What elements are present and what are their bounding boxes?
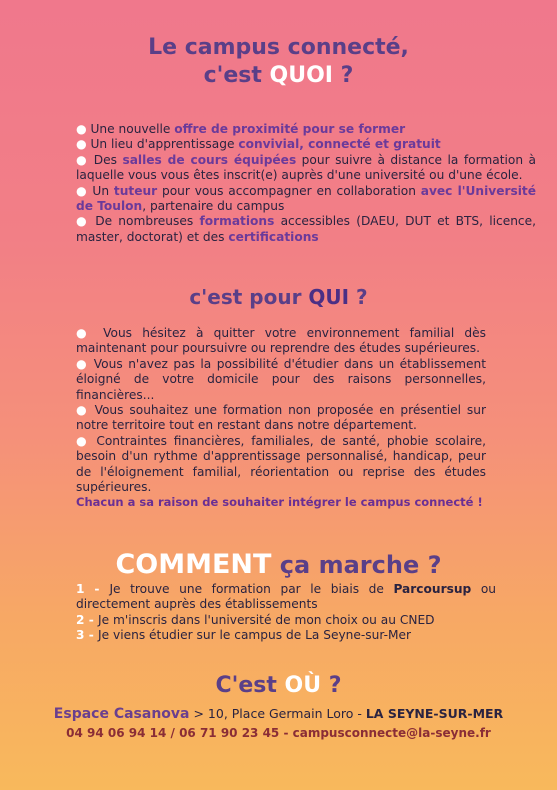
qui-tagline: Chacun a sa raison de souhaiter intégrer le campus connecté ! (76, 495, 483, 510)
bullet-icon: ● (76, 433, 90, 448)
bullet-icon: ● (76, 183, 88, 198)
step-item: 3 - Je viens étudier sur le campus de La Seyne-sur-Mer (76, 628, 412, 643)
list-item: ● Vous n'avez pas la possibilité d'étudier dans un établissement éloigné de votre domicile pour des raisons personnelles, financières... (76, 356, 486, 402)
quoi-title-emphasis: QUOI (269, 62, 333, 88)
qui-list (76, 326, 486, 511)
address-line: Espace Casanova > 10, Place Germain Loro - LA SEYNE-SUR-MER (53, 706, 504, 722)
quoi-title-line2: c'est QUOI ? (203, 62, 354, 88)
city-name: LA SEYNE-SUR-MER (365, 706, 504, 721)
bullet-icon: ● (76, 214, 89, 229)
bullet-icon: ● (76, 137, 87, 152)
comment-steps (76, 582, 496, 644)
venue-name: Espace Casanova (53, 706, 190, 722)
quoi-heading (0, 34, 557, 89)
step-number: 3 (76, 628, 85, 643)
list-item: ● De nombreuses formations accessibles (DAEU, DUT et BTS, licence, master, doctorat) et des certifications (76, 214, 536, 244)
comment-title-emphasis: COMMENT (115, 549, 272, 580)
list-item: ● Une nouvelle offre de proximité pour se former (76, 122, 406, 136)
quoi-list (76, 122, 536, 245)
step-item: 1 - Je trouve une formation par le biais de Parcoursup ou directement auprès des établissements (76, 582, 496, 612)
ou-title-emphasis: OÙ (284, 673, 322, 698)
phones-email: 04 94 06 94 14 / 06 71 90 23 45 - campusconnecte@la-seyne.fr (66, 726, 491, 740)
qui-title-emphasis: QUI (308, 285, 350, 309)
list-item: ● Vous hésitez à quitter votre environnement familial dès maintenant pour poursuivre ou reprendre des études supérieures. (76, 326, 486, 356)
list-item: ● Contraintes financières, familiales, de santé, phobie scolaire, besoin d'un rythme d'apprentissage personnalisé, handicap, peur de l'éloignement familial, réorientation ou reprise des études supérieures. (76, 433, 486, 495)
contact-line (0, 726, 557, 740)
bullet-icon: ● (76, 326, 93, 340)
step-number: 1 (76, 582, 85, 596)
list-item: ● Un tuteur pour vous accompagner en collaboration avec l'Université de Toulon, partenaire du campus (76, 183, 536, 214)
bullet-icon: ● (76, 356, 89, 371)
step-item: 2 - Je m'inscris dans l'université de mon choix ou au CNED (76, 612, 435, 627)
bullet-icon: ● (76, 403, 89, 418)
list-item: ● Des salles de cours équipées pour suivre à distance la formation à laquelle vous vous êtes inscrit(e) auprès d'une université ou d'une école. (76, 152, 537, 183)
qui-heading: c'est pour QUI ? (189, 285, 368, 309)
bullet-icon: ● (76, 122, 87, 136)
step-number: 2 (76, 612, 85, 627)
list-item: ● Un lieu d'apprentissage convivial, connecté et gratuit (76, 137, 441, 152)
ou-heading: C'est OÙ ? (215, 673, 342, 698)
bullet-icon: ● (76, 152, 89, 167)
quoi-title-line1: Le campus connecté, (148, 35, 409, 60)
list-item: ● Vous souhaitez une formation non proposée en présentiel sur notre territoire tout en restant dans notre département. (76, 403, 486, 433)
comment-heading: COMMENT ça marche ? (115, 549, 442, 580)
